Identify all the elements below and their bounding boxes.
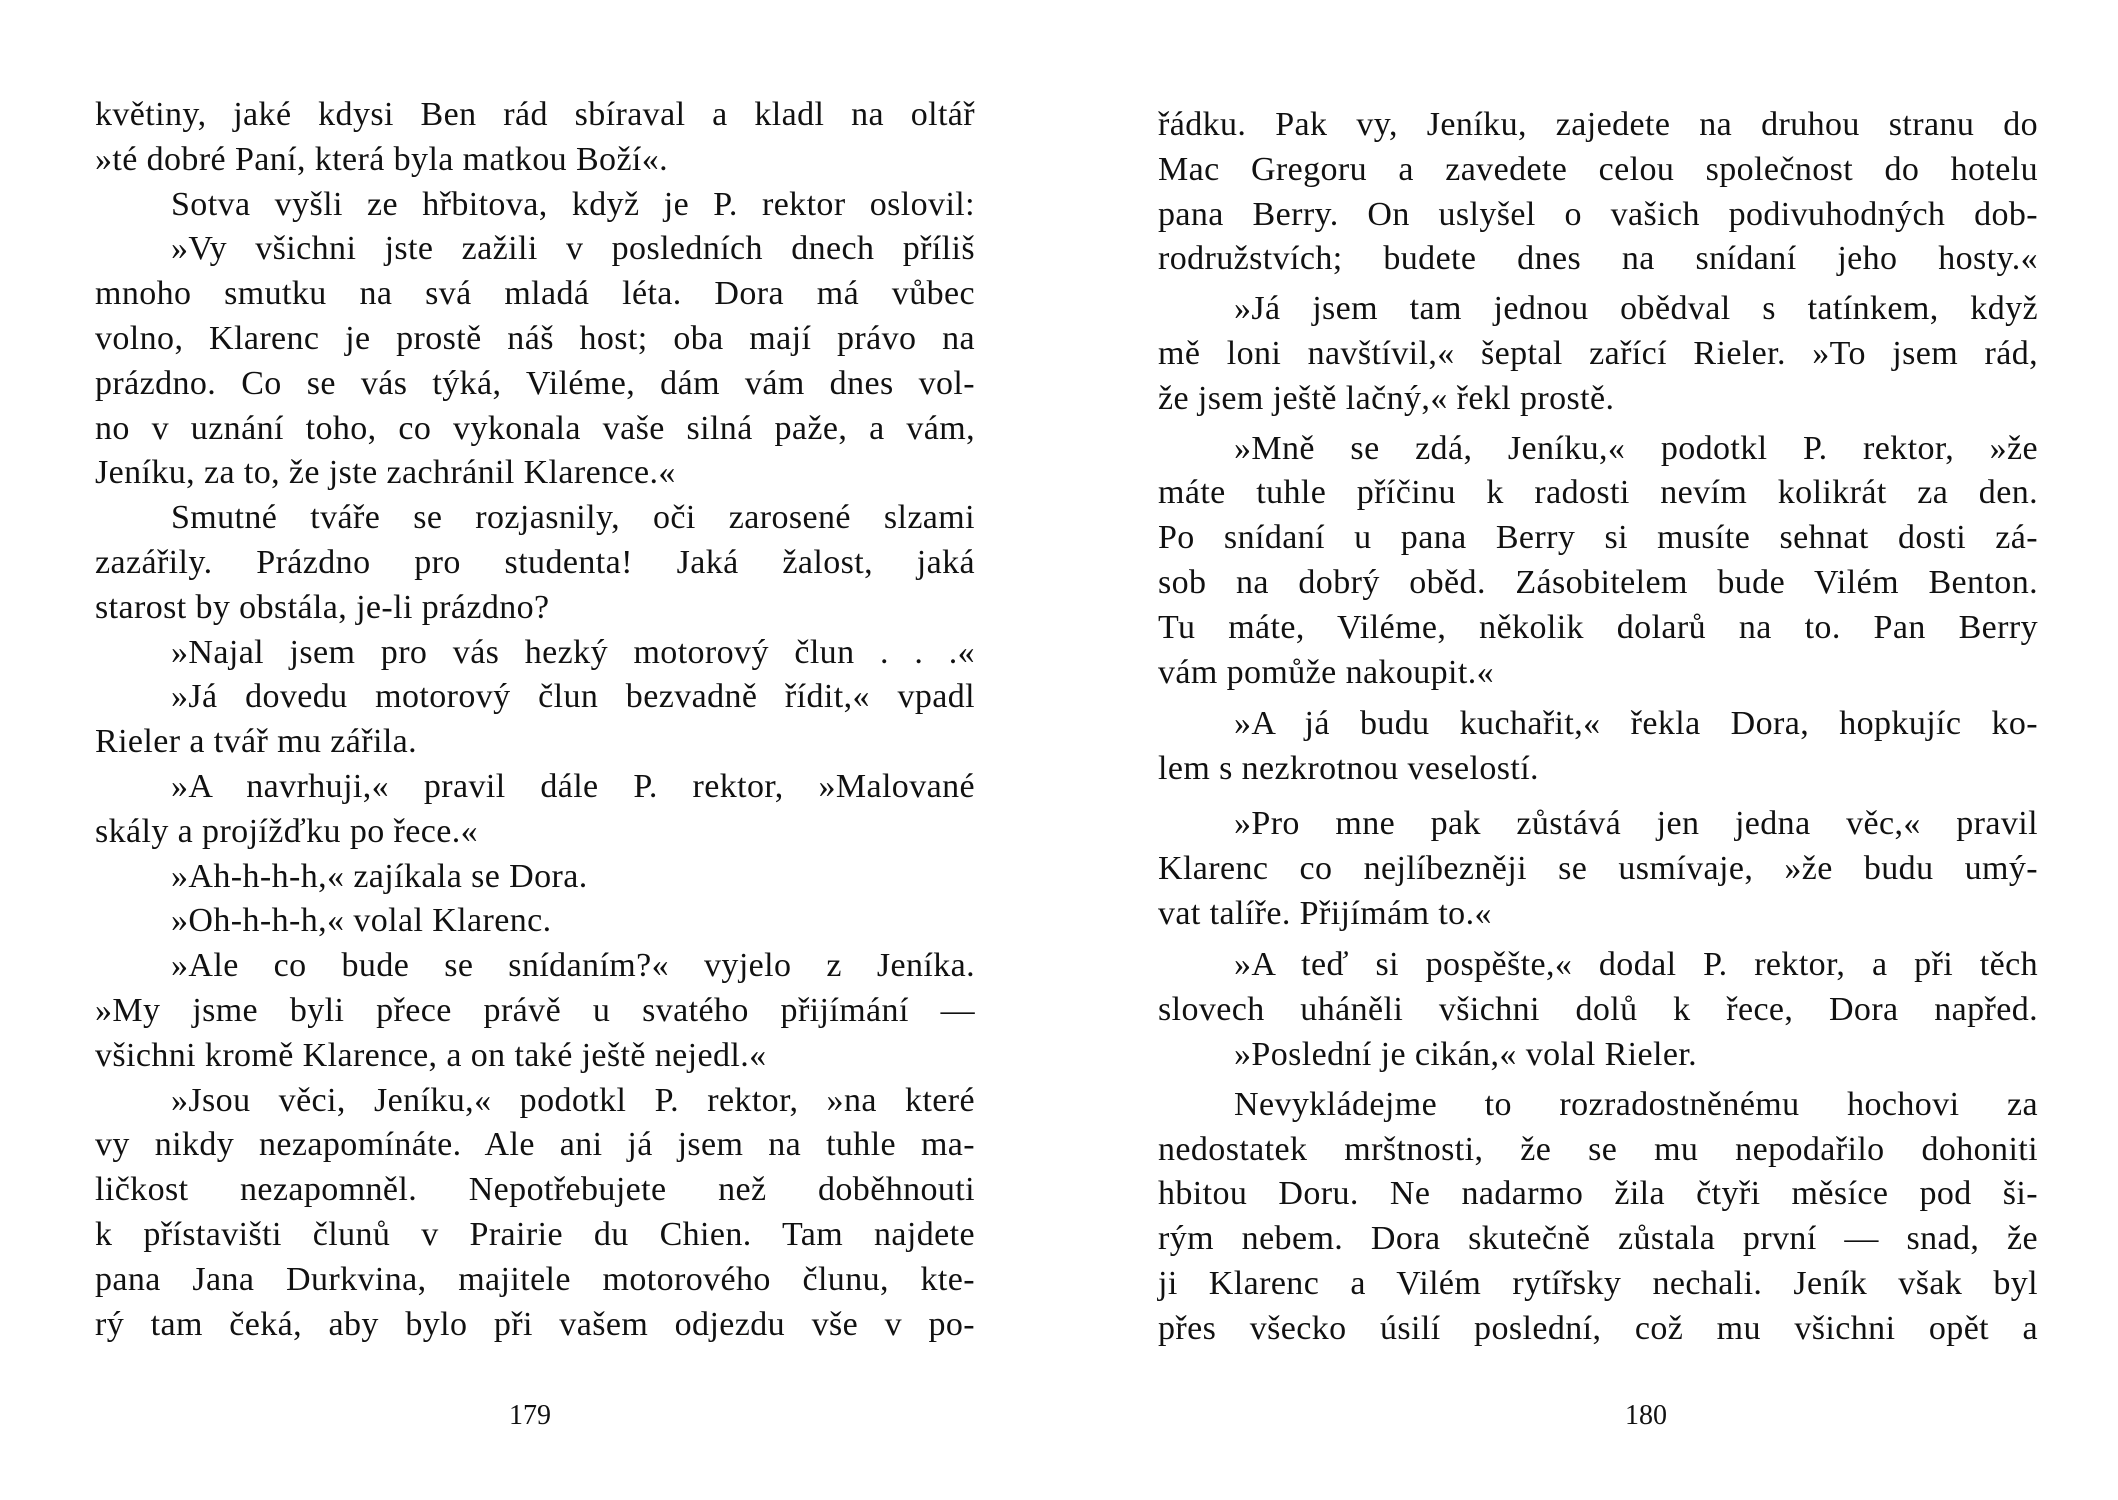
text-line: Smutné tváře se rozjasnily, oči zarosené slzami [171,499,975,537]
text-line: »Mně se zdá, Jeníku,« podotkl P. rektor, »že [1234,429,2038,467]
text-line: Klarenc co nejlíbezněji se usmívaje, »že budu umý- [1158,849,2038,887]
left-page-text [95,93,975,1347]
text-line: Po snídaní u pana Berry si musíte sehnat dosti zá- [1158,519,2038,557]
text-line: »Najal jsem pro vás hezký motorový člun . . .« [171,633,975,671]
text-line: pana Jana Durkvina, majitele motorového člunu, kte- [95,1260,975,1298]
text-line: Jeníku, za to, že jste zachránil Klarence.« [95,454,676,492]
text-line: Rieler a tvář mu zářila. [95,723,418,761]
text-line: slovech uháněli všichni dolů k řece, Dora napřed. [1158,991,2038,1029]
text-line: »Poslední je cikán,« volal Rieler. [1234,1035,1698,1073]
text-line: zazářily. Prázdno pro studenta! Jaká žalost, jaká [95,543,975,581]
text-line: »Já dovedu motorový člun bezvadně řídit,« vpadl [171,678,975,716]
text-line: ličkost nezapomněl. Nepotřebujete než doběhnouti [95,1171,975,1209]
text-line: květiny, jaké kdysi Ben rád sbíraval a kladl na oltář [95,96,975,133]
text-line: Nevykládejme to rozradostněnému hochovi za [1234,1085,2038,1123]
text-line: mnoho smutku na svá mladá léta. Dora má vůbec [95,275,975,313]
text-line: rý tam čeká, aby bylo při vašem odjezdu vše v po- [95,1305,975,1343]
page-number: 180 [1625,1400,1667,1431]
text-line: řádku. Pak vy, Jeníku, zajedete na druhou stranu do [1158,106,2038,143]
text-line: vat talíře. Přijímám to.« [1158,894,1492,932]
text-line: »Oh-h-h-h,« volal Klarenc. [171,902,552,940]
right-page-text [1158,103,2038,1352]
text-line: skály a projížďku po řece.« [95,812,479,850]
text-line: lem s nezkrotnou veselostí. [1158,750,1539,788]
text-line: nedostatek mrštnosti, že se mu nepodařilo dohoniti [1158,1130,2038,1168]
text-line: Tu máte, Viléme, několik dolarů na to. Pan Berry [1158,608,2038,646]
text-line: vám pomůže nakoupit.« [1158,653,1495,691]
text-line: »Ah-h-h-h,« zajíkala se Dora. [171,857,588,895]
text-line: prázdno. Co se vás týká, Viléme, dám vám dnes vol- [95,364,975,402]
text-line: sob na dobrý oběd. Zásobitelem bude Vilém Benton. [1158,563,2038,601]
text-line: hbitou Doru. Ne nadarmo žila čtyři měsíce pod ši- [1158,1175,2038,1213]
text-line: »A teď si pospěšte,« dodal P. rektor, a při těch [1234,946,2038,984]
text-line: volno, Klarenc je prostě náš host; oba mají právo na [95,319,975,357]
text-line: vy nikdy nezapomínáte. Ale ani já jsem na tuhle ma- [95,1126,975,1164]
right-page [1059,0,2118,1500]
text-line: »A navrhuji,« pravil dále P. rektor, »Malované [171,767,975,805]
text-line: »Ale co bude se snídaním?« vyjelo z Jeníka. [171,947,975,985]
text-line: rým nebem. Dora skutečně zůstala první — snad, že [1158,1220,2038,1258]
text-line: Sotva vyšli ze hřbitova, když je P. rektor oslovil: [171,185,975,223]
text-line: »Já jsem tam jednou obědval s tatínkem, když [1234,290,2038,328]
text-line: »My jsme byli přece právě u svatého přijímání — [95,991,975,1029]
text-line: všichni kromě Klarence, a on také ještě nejedl.« [95,1036,767,1074]
text-line: Mac Gregoru a zavedete celou společnost do hotelu [1158,150,2038,188]
text-line: že jsem ještě lačný,« řekl prostě. [1158,379,1615,417]
text-line: máte tuhle příčinu k radosti nevím kolikrát za den. [1158,474,2038,512]
text-line: no v uznání toho, co vykonala vaše silná paže, a vám, [95,409,975,447]
text-line: »té dobré Paní, která byla matkou Boží«. [95,140,669,178]
text-line: k přístavišti člunů v Prairie du Chien. Tam najdete [95,1215,975,1253]
text-line: přes všecko úsilí poslední, což mu všichni opět a [1158,1309,2038,1347]
text-line: ji Klarenc a Vilém rytířsky nechali. Jeník však byl [1158,1264,2038,1302]
text-line: »Jsou věci, Jeníku,« podotkl P. rektor, »na které [171,1081,975,1119]
text-line: mě loni navštívil,« šeptal zařící Rieler. »To jsem rád, [1158,334,2038,372]
page-number: 179 [509,1400,551,1431]
text-line: rodružstvích; budete dnes na snídaní jeho hosty.« [1158,240,2038,278]
text-line: »Pro mne pak zůstává jen jedna věc,« pravil [1234,804,2038,842]
text-line: pana Berry. On uslyšel o vašich podivuhodných dob- [1158,195,2038,233]
text-line: starost by obstála, je-li prázdno? [95,588,550,626]
text-line: »A já budu kuchařit,« řekla Dora, hopkujíc ko- [1234,705,2038,743]
text-line: »Vy všichni jste zažili v posledních dnech příliš [171,230,975,268]
